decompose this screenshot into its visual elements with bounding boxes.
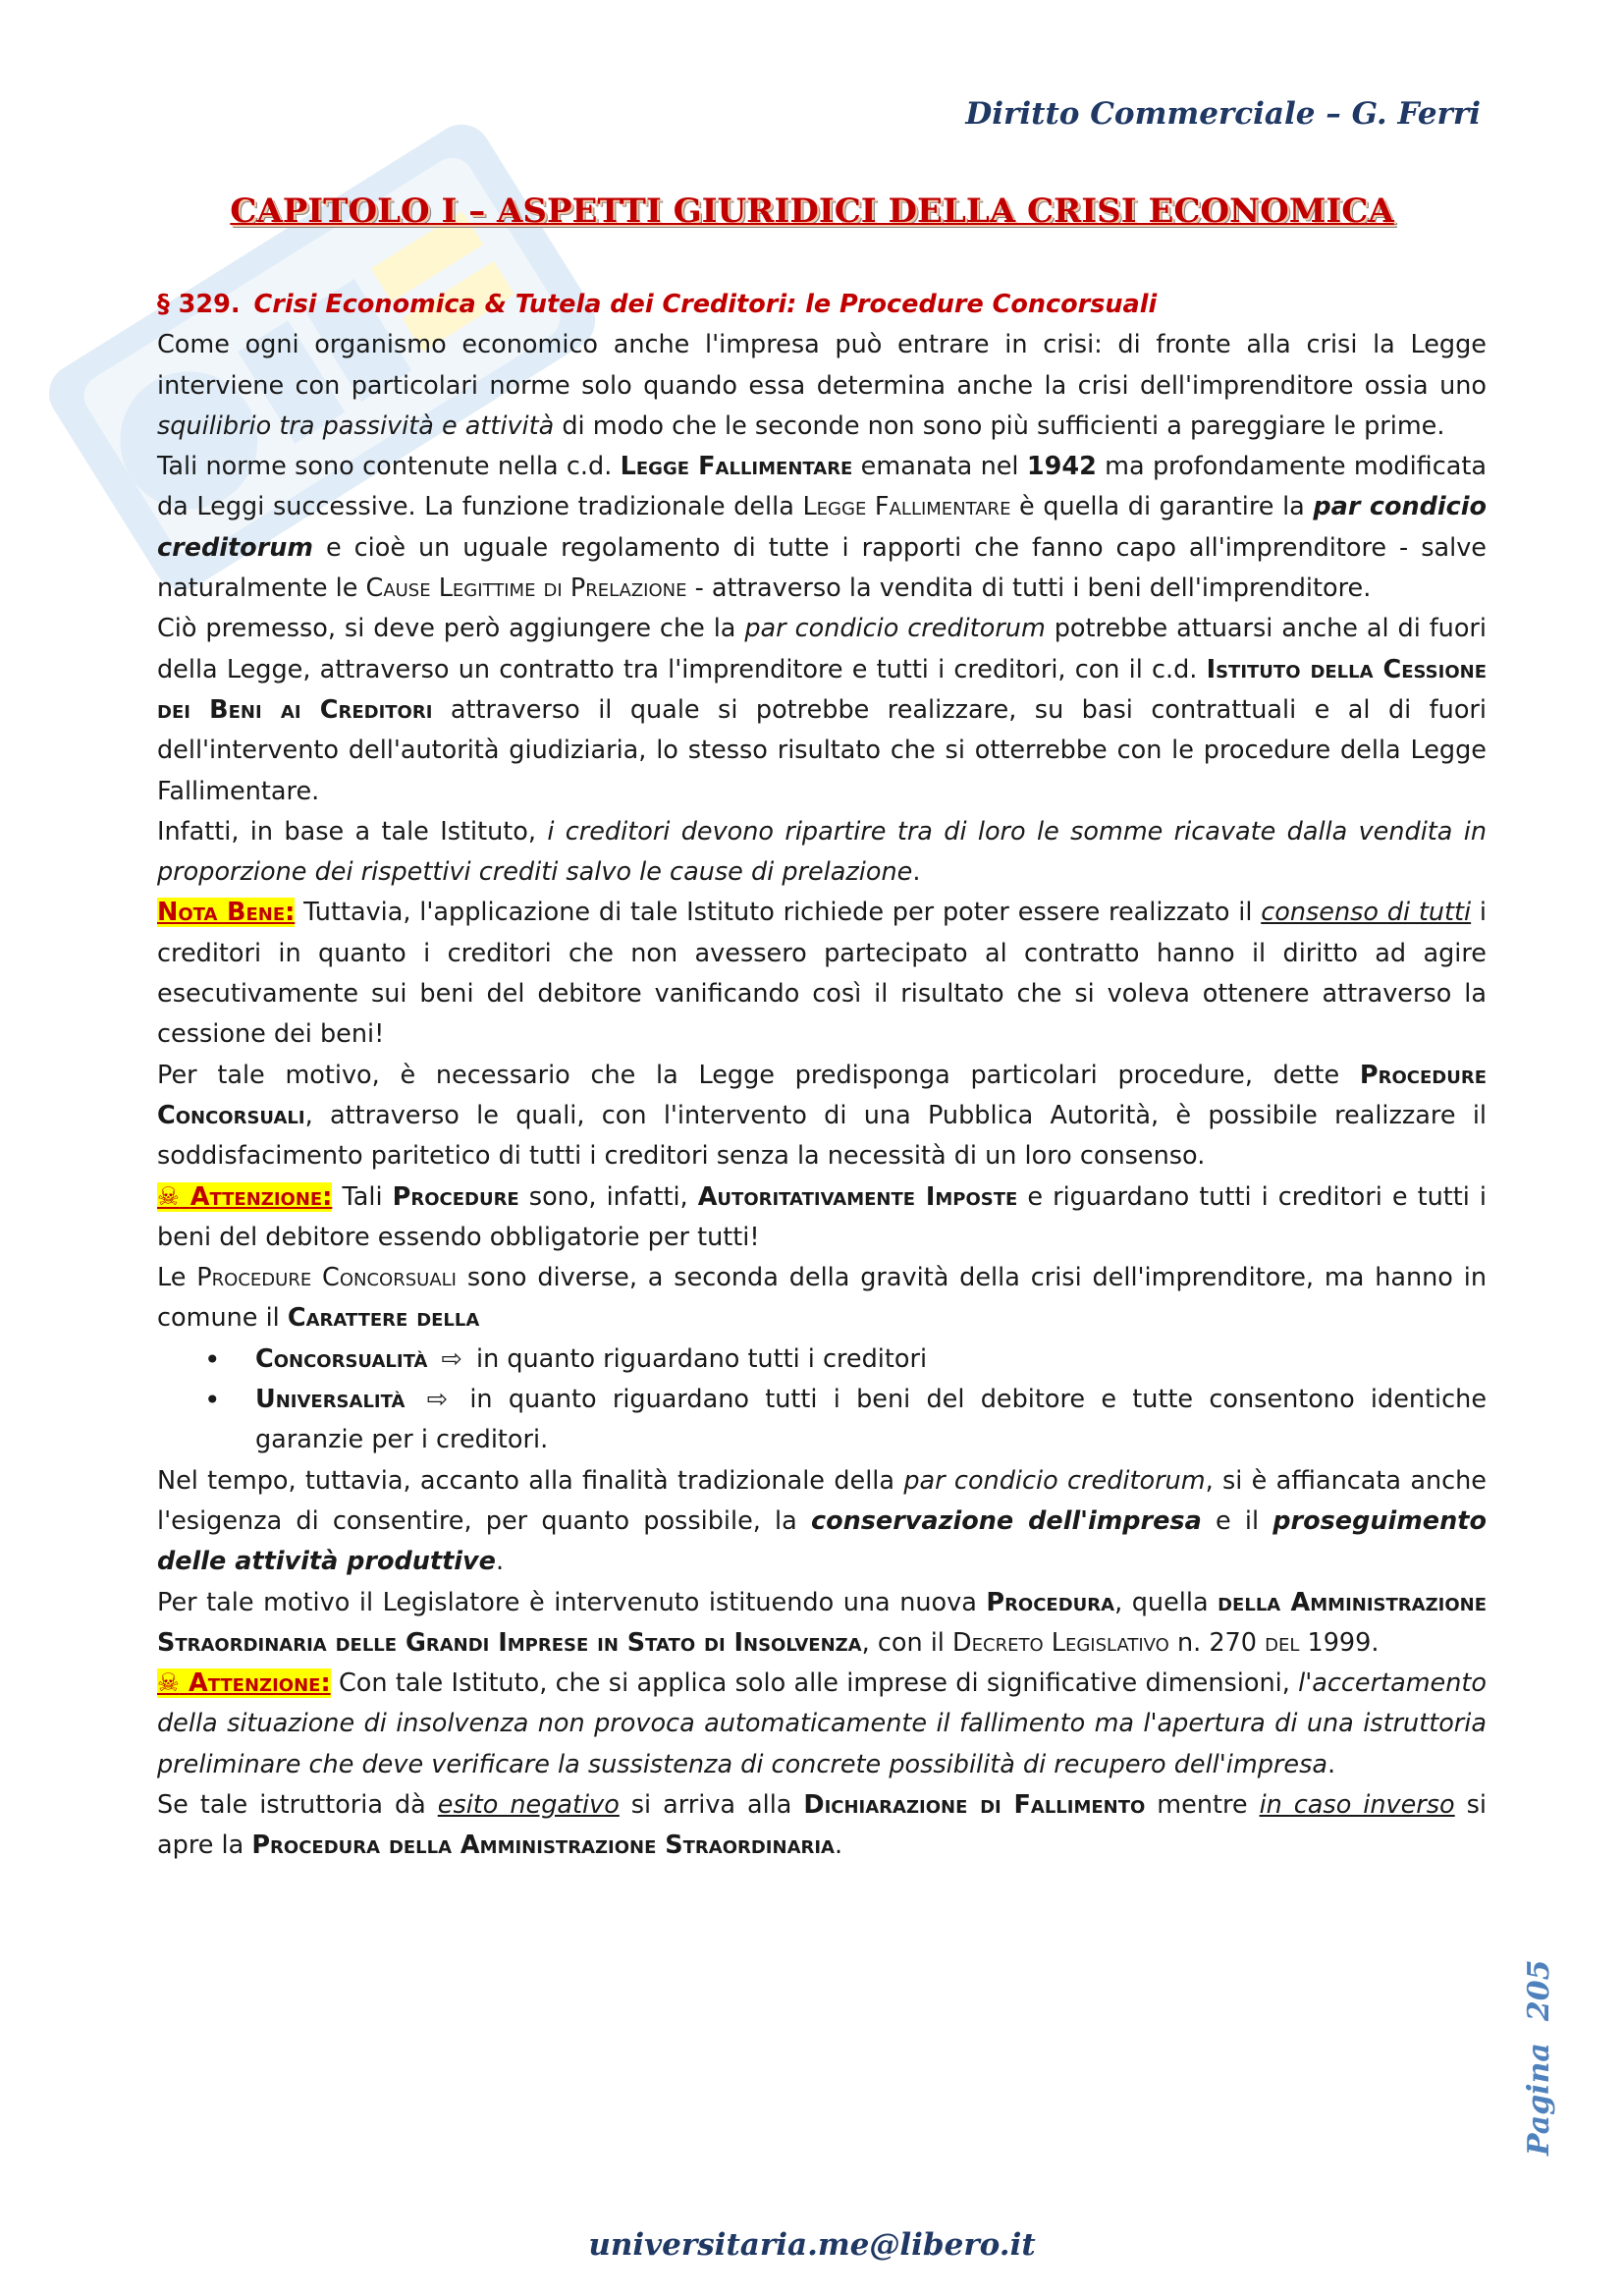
- paragraph: [157, 1461, 1487, 1583]
- page-number: 205: [1522, 1959, 1556, 2022]
- footer-email: universitaria.me@libero.it: [588, 2227, 1036, 2263]
- term: Istituto della Cessione dei Beni ai Creditori: [157, 654, 1487, 725]
- section-heading: [157, 285, 1487, 325]
- latin-term: par condicio creditorum: [744, 614, 1046, 644]
- arrow-right-icon: ⇨: [441, 1343, 462, 1374]
- text-run: di modo che le seconde non sono più sufficienti a pareggiare le prime.: [554, 410, 1445, 441]
- text-run: Tali: [332, 1181, 393, 1212]
- emphasis: l'accertamento della situazione di insolvenza non provoca automaticamente il fallimento ma l'apertura di una istruttoria preliminare che deve verificare la sussistenza di concrete possibilità di recupero dell'impresa: [157, 1668, 1487, 1779]
- text-run: mentre: [1145, 1789, 1260, 1820]
- page-number-label: [1522, 1959, 1556, 2156]
- emphasis: consenso di tutti: [1261, 898, 1472, 928]
- text-run: e cioè un uguale regolamento di tutte i rapporti che fanno capo all'imprenditore - salve naturalmente le: [157, 532, 1487, 604]
- text-run: del: [1265, 1627, 1300, 1658]
- paragraph: [157, 609, 1487, 811]
- term: Carattere della: [287, 1303, 480, 1334]
- text-run: .: [835, 1831, 843, 1861]
- text-run: , quella: [1114, 1587, 1218, 1617]
- paragraph: [157, 1258, 1487, 1339]
- text-run: Le: [157, 1263, 197, 1293]
- text-run: Per tale motivo, è necessario che la Legge predisponga particolari procedure, dette: [157, 1060, 1360, 1090]
- document-body: [157, 285, 1487, 1867]
- arrow-right-icon: ⇨: [426, 1385, 449, 1415]
- text-run: e riguardano tutti i creditori e tutti i beni del debitore essendo obbligatorie per tutti!: [157, 1181, 1487, 1252]
- term: Procedura della Amministrazione Straordinaria: [251, 1831, 835, 1861]
- text-run: e il: [1201, 1505, 1273, 1536]
- paragraph: [157, 325, 1487, 447]
- section-title: Crisi Economica & Tutela dei Creditori: le Procedure Concorsuali: [253, 290, 1158, 319]
- section-number: § 329.: [157, 290, 241, 319]
- paragraph: [157, 1583, 1487, 1665]
- page-label-text: Pagina: [1522, 2043, 1556, 2156]
- term: Dichiarazione di Fallimento: [803, 1789, 1146, 1820]
- paragraph: [157, 1785, 1487, 1867]
- text-run: , attraverso le quali, con l'intervento di una Pubblica Autorità, è possibile realizzare il soddisfacimento paritetico di tutti i creditori senza la necessità di un loro consenso.: [157, 1100, 1487, 1172]
- text-run: Tali norme sono contenute nella c.d.: [157, 452, 621, 482]
- paragraph: [157, 1056, 1487, 1177]
- bullet-text: in quanto riguardano tutti i creditori: [475, 1343, 928, 1374]
- term: Procedure: [392, 1181, 519, 1212]
- text-run: Se tale istruttoria dà: [157, 1789, 438, 1820]
- list-item: [255, 1380, 1487, 1461]
- text-run: sono diverse, a seconda della gravità della crisi dell'imprenditore, ma hanno in comune il: [157, 1263, 1487, 1334]
- bullet-term: Universalità: [255, 1385, 406, 1415]
- paragraph: [157, 1177, 1487, 1259]
- text-run: Per tale motivo il Legislatore è intervenuto istituendo una nuova: [157, 1587, 987, 1617]
- emphasis: esito negativo: [437, 1789, 620, 1820]
- text-run: i creditori in quanto i creditori che non avessero partecipato al contratto hanno il diritto ad agire esecutivamente sui beni del debitore vanificando così il risultato che si voleva ottenere attraverso la cessione dei beni!: [157, 898, 1487, 1050]
- term: Decreto Legislativo: [952, 1627, 1169, 1658]
- running-header: Diritto Commerciale – G. Ferri: [965, 96, 1481, 132]
- text-run: .: [1326, 1749, 1336, 1779]
- text-run: - attraverso la vendita di tutti i beni dell'imprenditore.: [686, 574, 1372, 604]
- emphasis: squilibrio tra passività e attività: [157, 410, 555, 441]
- attention-text: Attenzione:: [188, 1668, 331, 1699]
- term: Cause Legittime di Prelazione: [365, 574, 687, 604]
- term: Procedura: [986, 1587, 1115, 1617]
- text-run: Infatti, in base a tale Istituto,: [157, 816, 548, 847]
- bullet-term: Concorsualità: [255, 1343, 428, 1374]
- text-run: sono, infatti,: [518, 1181, 698, 1212]
- emphasis: proseguimento delle attività produttive: [157, 1505, 1487, 1577]
- attention-text: Attenzione:: [189, 1181, 333, 1212]
- term: Autoritativamente Imposte: [697, 1181, 1018, 1212]
- skull-icon: ☠: [157, 1668, 180, 1699]
- term: Procedure Concorsuali: [157, 1060, 1487, 1130]
- text-run: , con il: [861, 1627, 953, 1658]
- bullet-list: [157, 1339, 1487, 1461]
- text-run: si apre la: [157, 1789, 1488, 1861]
- attention-label: [157, 1182, 332, 1212]
- text-run: .: [495, 1547, 505, 1577]
- bullet-text: in quanto riguardano tutti i beni del debitore e tutte consentono identiche garanzie per i creditori.: [255, 1385, 1488, 1455]
- paragraph: [157, 1664, 1487, 1785]
- text-run: Con tale Istituto, che si applica solo alle imprese di significative dimensioni,: [330, 1668, 1299, 1699]
- skull-icon: ☠: [157, 1181, 180, 1212]
- text-run: .: [912, 857, 921, 888]
- text-run: attraverso il quale si potrebbe realizzare, su basi contrattuali e al di fuori dell'intervento dell'autorità giudiziaria, lo stesso risultato che si otterrebbe con le procedure della Legge Fallimentare.: [157, 694, 1487, 806]
- attention-label: [157, 1668, 331, 1698]
- text-run: n. 270: [1168, 1627, 1266, 1658]
- emphasis: i creditori devono ripartire tra di loro le somme ricavate dalla vendita in proporzione dei rispettivi crediti salvo le cause di prelazione: [157, 816, 1487, 888]
- text-run: emanata nel: [852, 452, 1027, 482]
- term: Procedure Concorsuali: [196, 1263, 457, 1293]
- chapter-title: CAPITOLO I – ASPETTI GIURIDICI DELLA CRISI ECONOMICA: [230, 191, 1394, 231]
- latin-term: par condicio creditorum: [157, 492, 1487, 563]
- term: della Amministrazione Straordinaria delle Grandi Imprese in Stato di Insolvenza: [157, 1587, 1487, 1658]
- text-run: si arriva alla: [619, 1789, 804, 1820]
- term: Legge Fallimentare: [802, 492, 1011, 522]
- paragraph: [157, 893, 1487, 1055]
- text-run: è quella di garantire la: [1010, 492, 1314, 522]
- text-run: ma profondamente modificata da Leggi successive. La funzione tradizionale della: [157, 452, 1487, 522]
- emphasis: in caso inverso: [1259, 1789, 1455, 1820]
- text-run: 1999.: [1299, 1627, 1380, 1658]
- text-run: Ciò premesso, si deve però aggiungere che la: [157, 614, 745, 644]
- text-run: Tuttavia, l'applicazione di tale Istituto richiede per poter essere realizzato il: [295, 898, 1262, 928]
- list-item: [255, 1339, 1487, 1380]
- text-run: , si è affiancata anche l'esigenza di consentire, per quanto possibile, la: [157, 1465, 1487, 1536]
- text-run: Nel tempo, tuttavia, accanto alla finalità tradizionale della: [157, 1465, 904, 1496]
- paragraph: [157, 812, 1487, 894]
- text-run: Come ogni organismo economico anche l'impresa può entrare in crisi: di fronte alla crisi la Legge interviene con particolari norme solo quando essa determina anche la crisi dell'imprenditore ossia uno: [157, 330, 1487, 401]
- emphasis: conservazione dell'impresa: [810, 1505, 1202, 1536]
- year: 1942: [1026, 452, 1097, 482]
- term: Legge Fallimentare: [620, 452, 853, 482]
- paragraph: [157, 447, 1487, 609]
- nota-bene-label: Nota Bene:: [157, 898, 296, 928]
- text-run: potrebbe attuarsi anche al di fuori della Legge, attraverso un contratto tra l'imprenditore e tutti i creditori, con il c.d.: [157, 614, 1488, 684]
- latin-term: par condicio creditorum: [903, 1465, 1206, 1496]
